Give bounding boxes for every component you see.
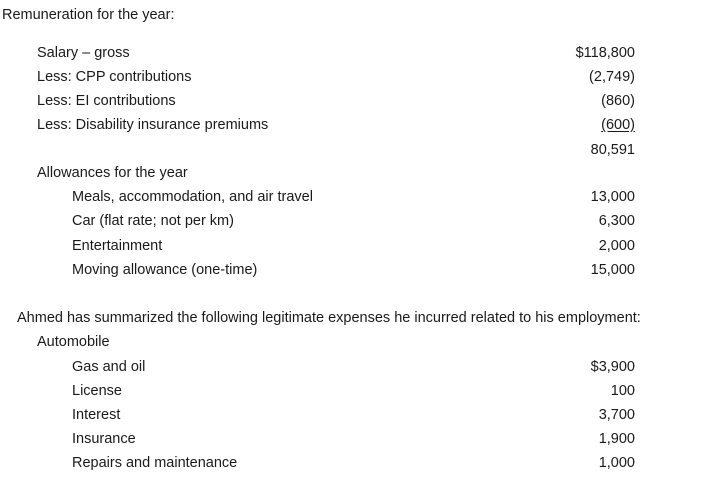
remuneration-heading: Remuneration for the year: [2,7,175,23]
license-label: License [72,383,122,399]
cpp-contributions-amount: (2,749) [589,69,635,85]
entertainment-allowance-amount: 2,000 [598,238,635,254]
car-allowance-amount: 6,300 [598,213,635,229]
ei-contributions-label: Less: EI contributions [37,93,176,109]
ei-contributions-amount: (860) [601,93,635,109]
moving-allowance-amount: 15,000 [590,262,635,278]
automobile-heading: Automobile [37,334,110,350]
insurance-amount: 1,900 [598,431,635,447]
moving-allowance-label: Moving allowance (one-time) [72,262,258,278]
insurance-label: Insurance [72,431,136,447]
interest-label: Interest [72,407,121,423]
salary-gross-label: Salary – gross [37,45,130,61]
expenses-intro: Ahmed has summarized the following legitimate expenses he incurred related to his employment: [17,310,641,326]
car-allowance-label: Car (flat rate; not per km) [72,213,234,229]
salary-gross-amount: $118,800 [575,45,635,61]
meals-allowance-amount: 13,000 [590,189,635,205]
gas-oil-amount: $3,900 [590,359,635,375]
entertainment-allowance-label: Entertainment [72,238,163,254]
meals-allowance-label: Meals, accommodation, and air travel [72,189,313,205]
interest-amount: 3,700 [598,407,635,423]
remuneration-subtotal: 80,591 [590,142,635,158]
disability-premiums-label: Less: Disability insurance premiums [37,117,269,133]
repairs-maintenance-label: Repairs and maintenance [72,455,238,471]
repairs-maintenance-amount: 1,000 [598,455,635,471]
allowances-heading: Allowances for the year [37,165,188,181]
disability-premiums-amount: (600) [601,117,635,133]
gas-oil-label: Gas and oil [72,359,146,375]
license-amount: 100 [610,383,635,399]
cpp-contributions-label: Less: CPP contributions [37,69,192,85]
